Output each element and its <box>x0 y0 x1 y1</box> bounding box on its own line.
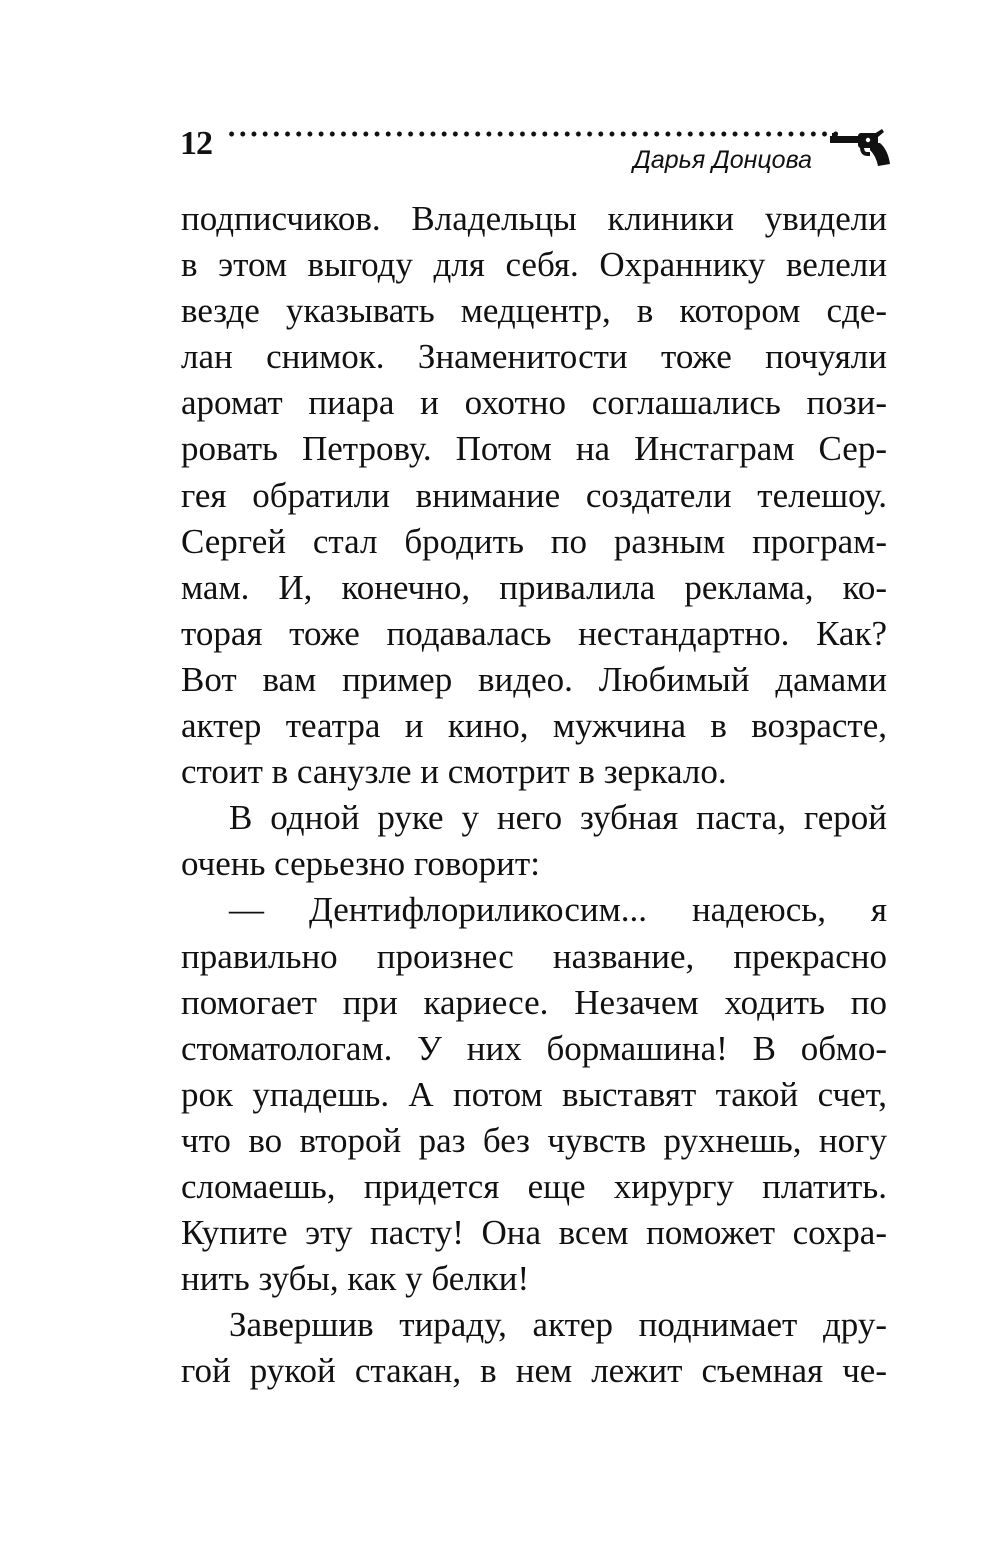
text-line: аромат пиара и охотно соглашались пози- <box>181 383 887 423</box>
text-line: Сергей стал бродить по разным програм- <box>181 521 887 561</box>
text-line: везде указывать медцентр, в котором сде- <box>181 291 887 331</box>
paragraph-3 <box>181 887 887 1302</box>
text-line: гея обратили внимание создатели телешоу. <box>181 475 887 515</box>
text-line: что во второй раз без чувств рухнешь, ногу <box>181 1120 887 1160</box>
text-line: — Дентифлориликосим... надеюсь, я <box>229 890 887 930</box>
text-line: стоматологам. У них бормашина! В обмо- <box>181 1028 887 1068</box>
text-line: нить зубы, как у белки! <box>181 1259 530 1299</box>
text-line: сломаешь, придется еще хирургу платить. <box>181 1166 887 1206</box>
author-name: Дарья Донцова <box>633 146 812 174</box>
text-line: актер театра и кино, мужчина в возрасте, <box>181 706 887 746</box>
page-number: 12 <box>180 125 212 162</box>
text-line: В одной руке у него зубная паста, герой <box>229 798 887 838</box>
text-line: стоит в санузле и смотрит в зеркало. <box>181 752 727 792</box>
text-line: торая тоже подавалась нестандартно. Как? <box>181 613 887 653</box>
text-line: ровать Петрову. Потом на Инстаграм Сер- <box>181 429 887 469</box>
paragraph-4 <box>181 1302 887 1394</box>
body-text <box>181 196 887 1394</box>
revolver-icon <box>830 128 892 168</box>
text-line: помогает при кариесе. Незачем ходить по <box>181 982 887 1022</box>
text-line: рок упадешь. А потом выставят такой счет, <box>181 1074 887 1114</box>
text-line: лан снимок. Знаменитости тоже почуяли <box>181 337 887 377</box>
text-line: в этом выгоду для себя. Охраннику велели <box>181 245 887 285</box>
text-line: Вот вам пример видео. Любимый дамами <box>181 659 887 699</box>
text-line: гой рукой стакан, в нем лежит съемная че- <box>181 1351 887 1391</box>
text-line: Завершив тираду, актер поднимает дру- <box>229 1305 887 1345</box>
text-line: очень серьезно говорит: <box>181 844 540 884</box>
paragraph-1 <box>181 196 887 795</box>
paragraph-2 <box>181 795 887 887</box>
dot-leader <box>226 130 838 138</box>
text-line: Купите эту пасту! Она всем поможет сохра- <box>181 1213 887 1253</box>
text-line: правильно произнес название, прекрасно <box>181 936 887 976</box>
text-line: мам. И, конечно, привалила реклама, ко- <box>181 567 887 607</box>
text-line: подписчиков. Владельцы клиники увидели <box>181 199 887 238</box>
running-header <box>180 122 892 182</box>
